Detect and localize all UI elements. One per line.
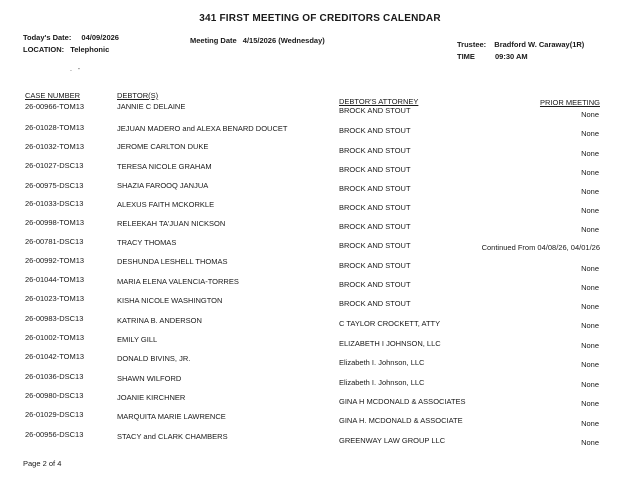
debtor-name: KISHA NICOLE WASHINGTON [117,296,223,305]
attorney-name: C TAYLOR CROCKETT, ATTY [339,319,441,328]
location-label: LOCATION: [23,45,65,54]
attorney-name: ELIZABETH I JOHNSON, LLC [339,339,441,348]
debtor-name: DONALD BIVINS, JR. [117,354,191,363]
debtor-name: JEROME CARLTON DUKE [117,142,209,151]
debtor-name: TERESA NICOLE GRAHAM [117,162,212,171]
case-number: 26-00992-TOM13 [25,256,85,265]
prior-meeting: None [581,360,599,369]
case-number: 26-01029-DSC13 [25,410,84,419]
debtor-name: JEJUAN MADERO and ALEXA BENARD DOUCET [117,124,288,133]
attorney-name: Elizabeth I. Johnson, LLC [339,358,425,367]
debtor-name: JOANIE KIRCHNER [117,393,186,402]
case-number: 26-01033-DSC13 [25,199,84,208]
attorney-name: BROCK AND STOUT [339,126,411,135]
debtor-name: TRACY THOMAS [117,238,177,247]
prior-meeting: None [581,149,599,158]
todays-date [23,33,119,42]
prior-meeting: None [581,419,599,428]
scan-marks: . - [70,66,81,73]
case-number: 26-00966-TOM13 [25,102,85,111]
trustee-label: Trustee: [457,40,487,49]
case-number: 26-01028-TOM13 [25,123,85,132]
meeting-date-value: 4/15/2026 (Wednesday) [242,36,325,45]
case-number: 26-01002-TOM13 [25,333,85,342]
prior-meeting: None [581,321,599,330]
case-number: 26-00975-DSC13 [25,181,84,190]
debtor-name: JANNIE C DELAINE [117,102,186,111]
case-number: 26-00956-DSC13 [25,430,84,439]
attorney-name: BROCK AND STOUT [339,106,411,115]
case-number: 26-01032-TOM13 [25,142,85,151]
debtor-name: DESHUNDA LESHELL THOMAS [117,257,228,266]
prior-meeting: None [581,187,599,196]
prior-meeting: None [581,283,599,292]
prior-meeting: None [581,168,599,177]
case-number: 26-00983-DSC13 [25,314,84,323]
attorney-name: GINA H. MCDONALD & ASSOCIATE [339,416,463,425]
attorney-name: GINA H MCDONALD & ASSOCIATES [339,397,466,406]
attorney-name: BROCK AND STOUT [339,184,411,193]
location-value: Telephonic [70,45,110,54]
trustee [457,40,584,49]
todays-date-value: 04/09/2026 [81,33,119,42]
case-number: 26-01023-TOM13 [25,294,85,303]
debtor-name: MARIA ELENA VALENCIA-TORRES [117,277,239,286]
meeting-date-label: Meeting Date [190,36,237,45]
attorney-name: BROCK AND STOUT [339,222,411,231]
debtor-name: RELEEKAH TA'JUAN NICKSON [117,219,226,228]
debtor-name: MARQUITA MARIE LAWRENCE [117,412,226,421]
prior-meeting: None [581,380,599,389]
debtor-name: STACY and CLARK CHAMBERS [117,432,228,441]
prior-meeting: None [581,341,599,350]
attorney-name: Elizabeth I. Johnson, LLC [339,378,425,387]
column-header-case: CASE NUMBER [25,91,81,100]
debtor-name: ALEXUS FAITH MCKORKLE [117,200,215,209]
attorney-name: BROCK AND STOUT [339,280,411,289]
column-header-debtor: DEBTOR(S) [117,91,159,100]
case-number: 26-01044-TOM13 [25,275,85,284]
page-title: 341 FIRST MEETING OF CREDITORS CALENDAR [199,13,441,24]
debtor-name: SHAWN WILFORD [117,374,182,383]
debtor-name: EMILY GILL [117,335,158,344]
todays-date-label: Today's Date: [23,33,72,42]
case-number: 26-01036-DSC13 [25,372,84,381]
case-number: 26-00980-DSC13 [25,391,84,400]
attorney-name: GREENWAY LAW GROUP LLC [339,436,446,445]
column-header-attorney: DEBTOR'S ATTORNEY [339,97,419,106]
case-number: 26-01042-TOM13 [25,352,85,361]
attorney-name: BROCK AND STOUT [339,299,411,308]
prior-meeting: None [581,264,599,273]
attorney-name: BROCK AND STOUT [339,241,411,250]
prior-meeting: None [581,206,599,215]
prior-meeting: None [581,110,599,119]
column-header-prior: PRIOR MEETING [539,98,600,107]
time-label: TIME [457,52,475,61]
prior-meeting: None [581,225,599,234]
trustee-value: Bradford W. Caraway(1R) [494,40,585,49]
prior-meeting: Continued From 04/08/26, 04/01/26 [481,243,600,252]
location [23,45,109,54]
attorney-name: BROCK AND STOUT [339,146,411,155]
prior-meeting: None [581,438,599,447]
prior-meeting: None [581,399,599,408]
debtor-name: SHAZIA FAROOQ JANJUA [117,181,209,190]
time [457,52,528,61]
case-number: 26-00998-TOM13 [25,218,85,227]
case-number: 26-00781-DSC13 [25,237,84,246]
case-number: 26-01027-DSC13 [25,161,84,170]
prior-meeting: None [581,129,599,138]
debtor-name: KATRINA B. ANDERSON [117,316,202,325]
attorney-name: BROCK AND STOUT [339,203,411,212]
attorney-name: BROCK AND STOUT [339,165,411,174]
attorney-name: BROCK AND STOUT [339,261,411,270]
page-number: Page 2 of 4 [23,459,62,468]
prior-meeting: None [581,302,599,311]
time-value: 09:30 AM [495,52,528,61]
meeting-date [190,36,325,45]
